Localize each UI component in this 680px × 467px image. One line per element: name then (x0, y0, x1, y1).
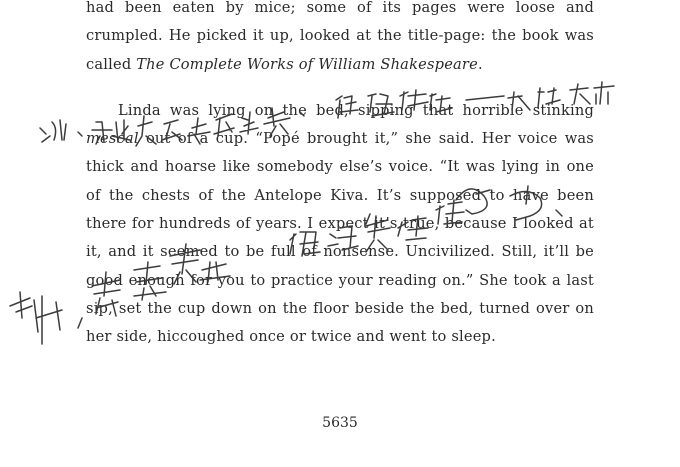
paragraph-1 (86, 0, 594, 79)
body-text (86, 0, 594, 352)
paragraph-1-end: . (477, 55, 483, 73)
paragraph-2-text-a: Linda was lying on the bed, sipping that horrible stinking (118, 101, 594, 119)
page-number: 5635 (322, 415, 358, 431)
paragraph-2-text-b: out of a cup. “Popé brought it,” she said. Her voice was thick and hoarse like somebody else’s voice. “It was lying in one of the chests of the Antelope Kiva. It’s supposed to have been there for hundreds of years. I expect it’s true, because I looked at it, and it seemed to be full of nonsense. Uncivilized. Still, it’ll be good enough for you to practice your reading on.” She took a last sip, set the cup down on the floor beside the bed, turned over on her side, hiccoughed once or twice and went to sleep. (86, 130, 594, 346)
paragraph-1-text: had been eaten by mice; some of its pages were loose and crumpled. He picked it up, looked at the title-page: the book was called (86, 0, 594, 73)
mescal-word: mescal (86, 130, 139, 148)
book-title: The Complete Works of William Shakespeare (136, 55, 478, 73)
paragraph-2 (86, 97, 594, 352)
